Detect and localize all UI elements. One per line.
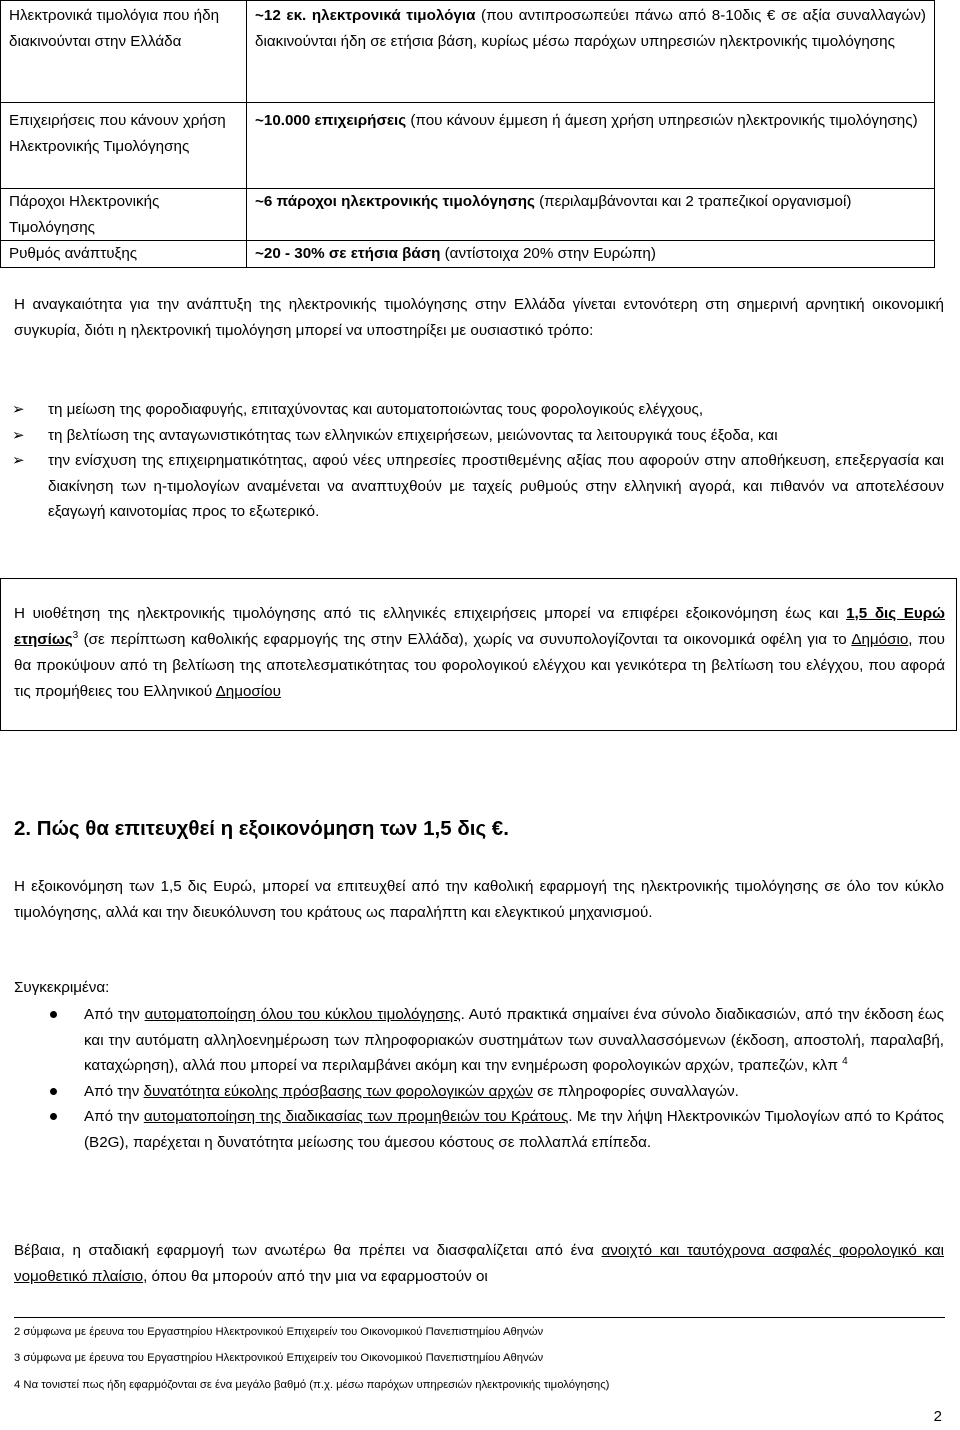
savings-text-part: Η υιοθέτηση της ηλεκτρονικής τιμολόγησης από τις ελληνικές επιχειρήσεις μπορεί να επιφέρει εξοικονόμηση έως και — [14, 605, 847, 622]
body-paragraph: Η εξοικονόμηση των 1,5 δις Ευρώ, μπορεί να επιτευχθεί από την καθολική εφαρμογή της ηλεκτρονικής τιμολόγησης σε όλο τον κύκλο τιμολόγησης, αλλά και την διευκόλυνση του κράτους ως παραλήπτη και ελεγκτικού μηχανισμού. — [14, 878, 944, 921]
bullet-text: . Με την λήψη Ηλεκτρονικών Τιμολογίων από το Κράτος (B2G), παρέχεται η δυνατότητα μείωσης του άμεσου κόστους σε πολλαπλά επίπεδα. — [84, 1108, 944, 1151]
table-row — [1, 189, 935, 241]
row-label: Ρυθμός ανάπτυξης — [1, 241, 247, 268]
savings-text-underlined: Δημοσίου — [215, 683, 281, 700]
bullet-dot-icon — [50, 1011, 57, 1018]
bullet-dot-icon — [50, 1113, 57, 1120]
row-value-rest: (που αντιπροσωπεύει πάνω από 8-10δις € σε αξία συναλλαγών) διακινούνται ήδη σε ετήσια βάση, κυρίως μέσω παρόχων υπηρεσιών ηλεκτρονικής τιμολόγησης — [255, 7, 926, 50]
savings-text-part: (σε περίπτωση καθολικής εφαρμογής της στην Ελλάδα), χωρίς να συνυπολογίζονται τα οικονομικά οφέλη για το — [78, 631, 852, 648]
savings-box — [0, 578, 957, 731]
list-item-text: τη βελτίωση της ανταγωνιστικότητας των ελληνικών επιχειρήσεων, μειώνοντας τα λειτουργικά τους έξοδα, και — [48, 426, 778, 444]
row-value-rest: (περιλαμβάνονται και 2 τραπεζικοί οργανισμοί) — [534, 193, 852, 210]
bullet-dot-icon — [50, 1088, 57, 1095]
row-label: Πάροχοι Ηλεκτρονικής Τιμολόγησης — [1, 189, 247, 241]
bullet-underlined: αυτοματοποίηση της διαδικασίας των προμηθειών του Κράτους — [143, 1108, 569, 1125]
footnote: 2 σύμφωνα με έρευνα του Εργαστηρίου Ηλεκτρονικού Επιχειρείν του Οικονομικού Πανεπιστημίου Αθηνών — [14, 1326, 544, 1338]
footnote-ref: 4 — [842, 1055, 848, 1067]
bullet-text: . Αυτό πρακτικά σημαίνει ένα σύνολο διαδικασιών, από την έκδοση έως και την αυτόματη αλληλοενημέρωση των πληροφοριακών συστημάτων των συναλλασσόμενων (έκδοση, αποστολή, παραλαβή, καταχώρηση), αλλά που μπορεί να περιλαμβάνει ακόμη και την ενημέρωση φορολογικών αρχών, τραπεζών, κλπ — [84, 1006, 944, 1074]
section-heading: 2. Πώς θα επιτευχθεί η εξοικονόμηση των 1,5 δις €. — [14, 817, 509, 840]
arrow-bullet-icon: ➢ — [12, 426, 25, 444]
footnote: 4 Να τονιστεί πως ήδη εφαρμόζονται σε ένα μεγάλο βαθμό (π.χ. μέσω παρόχων υπηρεσιών ηλεκτρονικής τιμολόγησης) — [14, 1379, 610, 1391]
statistics-table — [0, 0, 935, 268]
savings-text-underlined: Δημόσιο — [851, 631, 909, 648]
table-row — [1, 103, 935, 189]
row-value-rest: (που κάνουν έμμεση ή άμεση χρήση υπηρεσιών ηλεκτρονικής τιμολόγησης) — [406, 112, 918, 129]
intro-paragraph: Η αναγκαιότητα για την ανάπτυξη της ηλεκτρονικής τιμολόγησης στην Ελλάδα γίνεται εντονότερη στη σημερινή αρνητική οικονομική συγκυρία, διότι η ηλεκτρονική τιμολόγηση μπορεί να υποστηρίξει με ουσιαστικό τρόπο: — [14, 296, 944, 339]
bullet-text: Από την — [84, 1082, 144, 1100]
specifically-label: Συγκεκριμένα: — [14, 979, 110, 996]
row-value — [247, 241, 935, 268]
row-value-bold: ~10.000 επιχειρήσεις — [255, 112, 407, 129]
bullet-list — [0, 1002, 944, 1155]
row-value-bold: ~20 - 30% σε ετήσια βάση — [255, 245, 441, 262]
savings-text — [14, 601, 945, 705]
row-label: Επιχειρήσεις που κάνουν χρήση Ηλεκτρονικής Τιμολόγησης — [1, 103, 247, 189]
bullet-underlined: δυνατότητα εύκολης πρόσβασης των φορολογικών αρχών — [143, 1082, 534, 1100]
bullet-text: Από την — [84, 1108, 144, 1125]
bullet-text: Από την — [84, 1006, 145, 1023]
row-value — [247, 1, 935, 103]
closing-text: Βέβαια, η σταδιακή εφαρμογή των ανωτέρω θα πρέπει να διασφαλίζεται από ένα — [14, 1242, 602, 1259]
closing-underlined: ανοιχτό και ταυτόχρονα ασφαλές φορολογικό και νομοθετικό πλαίσιο — [14, 1242, 945, 1285]
table-row — [1, 241, 935, 268]
bullet-underlined: αυτοματοποίηση όλου του κύκλου τιμολόγησης — [144, 1006, 461, 1023]
arrow-bullet-icon: ➢ — [12, 401, 25, 418]
footnote-ref: 3 — [72, 629, 79, 641]
list-item — [0, 1104, 944, 1155]
bullet-text: σε πληροφορίες συναλλαγών. — [533, 1082, 739, 1100]
arrow-bullet-icon: ➢ — [12, 452, 25, 469]
closing-paragraph — [14, 1238, 944, 1289]
footnote-divider — [14, 1317, 945, 1318]
page-number: 2 — [933, 1408, 942, 1425]
list-item — [0, 1079, 944, 1105]
list-item — [0, 423, 944, 449]
row-value-bold: ~6 πάροχοι ηλεκτρονικής τιμολόγησης — [255, 193, 535, 210]
row-value — [247, 189, 935, 241]
savings-amount: 1,5 δις Ευρώ ετησίως — [14, 605, 945, 648]
footnote: 3 σύμφωνα με έρευνα του Εργαστηρίου Ηλεκτρονικού Επιχειρείν του Οικονομικού Πανεπιστημίου Αθηνών — [14, 1352, 544, 1364]
list-item — [0, 448, 944, 525]
list-item-text: τη μείωση της φοροδιαφυγής, επιταχύνοντας και αυτοματοποιώντας τους φορολογικούς ελέγχους, — [48, 401, 704, 418]
table-row — [1, 1, 935, 103]
list-item — [0, 397, 944, 423]
closing-text: , όπου θα μπορούν από την μια να εφαρμοστούν οι — [143, 1267, 488, 1285]
arrow-list — [0, 397, 944, 525]
row-value — [247, 103, 935, 189]
row-value-rest: (αντίστοιχα 20% στην Ευρώπη) — [440, 245, 656, 262]
list-item — [0, 1002, 944, 1079]
row-value-bold: ~12 εκ. ηλεκτρονικά τιμολόγια — [255, 7, 476, 24]
list-item-text: την ενίσχυση της επιχειρηματικότητας, αφού νέες υπηρεσίες προστιθεμένης αξίας που αφορούν στην αποθήκευση, επεξεργασία και διακίνηση των η-τιμολογίων αναμένεται να αναπτυχθούν με ταχείς ρυθμούς στην ελληνική αγορά, και πιθανόν να αποτελέσουν εξαγωγή καινοτομίας προς το εξωτερικό. — [48, 452, 944, 520]
row-label: Ηλεκτρονικά τιμολόγια που ήδη διακινούνται στην Ελλάδα — [1, 1, 247, 103]
savings-text-part: , που θα προκύψουν από τη βελτίωση της αποτελεσματικότητας του φορολογικού ελέγχου και γενικότερα τη βελτίωση του ελέγχου, που αφορά τις προμήθειες του Ελληνικού — [14, 631, 945, 700]
